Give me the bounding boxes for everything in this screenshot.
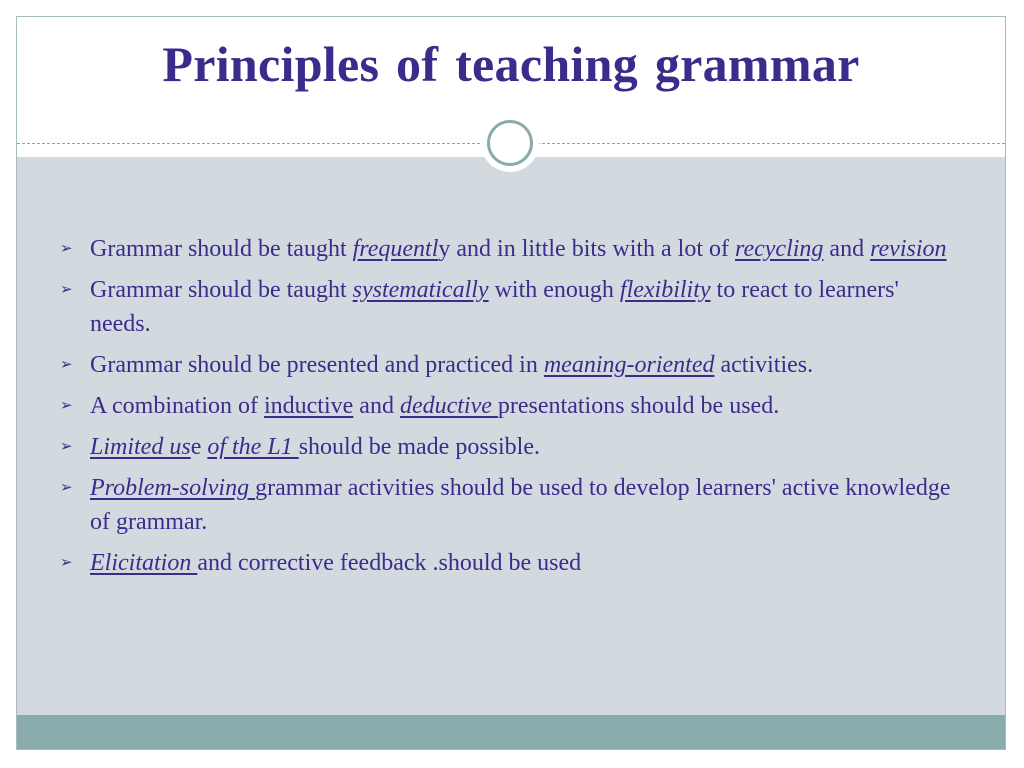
arrowhead-bullet-icon: ➢ <box>60 555 73 571</box>
bullet-text: Grammar should be taught <box>90 236 353 262</box>
bullet-text: and <box>353 393 400 419</box>
emphasis-text: recycling <box>735 236 824 262</box>
emphasis-text: Elicitation <box>90 550 198 576</box>
emphasis-text: revision <box>870 236 947 262</box>
emphasis-text: Limited us <box>90 434 191 460</box>
bullet-list <box>58 232 958 587</box>
bullet-text: and corrective feedback .should be used <box>197 550 582 576</box>
arrowhead-bullet-icon: ➢ <box>60 282 73 298</box>
emphasis-text: frequentl <box>352 236 439 262</box>
emphasis-text: flexibility <box>619 277 711 303</box>
arrowhead-bullet-icon: ➢ <box>60 439 73 455</box>
list-item <box>58 348 958 382</box>
arrowhead-bullet-icon: ➢ <box>60 357 73 373</box>
emphasis-text: deductive <box>399 393 498 419</box>
emphasis-text: systematically <box>352 277 489 303</box>
bullet-text: with enough <box>488 277 620 303</box>
list-item <box>58 430 958 464</box>
list-item <box>58 471 958 539</box>
bullet-text: to react to learners' needs. <box>90 277 899 337</box>
list-item <box>58 389 958 423</box>
arrowhead-bullet-icon: ➢ <box>60 480 73 496</box>
arrowhead-bullet-icon: ➢ <box>60 398 73 414</box>
bullet-text: y and in little bits with a lot of <box>438 236 736 262</box>
bullet-text: should be made possible. <box>298 434 540 460</box>
emphasis-text: Problem-solving <box>90 475 256 501</box>
emphasis-text: of the L1 <box>207 434 299 460</box>
bullet-text: e <box>190 434 208 460</box>
underlined-text: inductive <box>263 393 354 419</box>
footer-band <box>17 715 1005 749</box>
list-item <box>58 546 958 580</box>
bullet-text: Grammar should be presented and practiced in <box>90 352 544 378</box>
bullet-text: presentations should be used. <box>497 393 780 419</box>
divider-circle-icon <box>481 114 539 172</box>
bullet-text: Grammar should be taught <box>90 277 353 303</box>
list-item <box>58 273 958 341</box>
arrowhead-bullet-icon: ➢ <box>60 241 73 257</box>
bullet-text: activities. <box>714 352 814 378</box>
bullet-text: grammar activities should be used to develop learners' active knowledge of grammar. <box>90 475 951 535</box>
list-item <box>58 232 958 266</box>
bullet-text: A combination of <box>90 393 264 419</box>
bullet-text: and <box>823 236 871 262</box>
divider-ring <box>487 120 533 166</box>
slide-title: Principles of teaching grammar <box>162 36 860 92</box>
emphasis-text: meaning-oriented <box>543 352 715 378</box>
